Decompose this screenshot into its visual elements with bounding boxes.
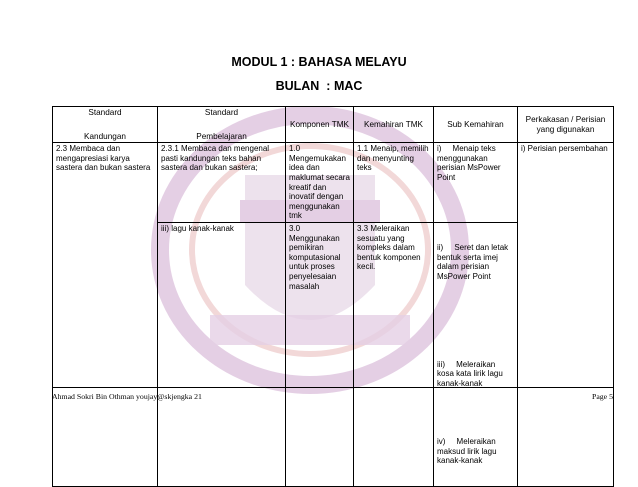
table-row — [53, 143, 614, 223]
table-header-row — [53, 107, 614, 143]
header-komponen-tmk: Komponen TMK — [286, 107, 354, 143]
cell-kemahiran-tmk: 3.3 Meleraikan sesuatu yang kompleks dalam bentuk komponen kecil. — [354, 222, 434, 486]
cell-standard-pembelajaran: iii) lagu kanak-kanak — [158, 222, 286, 486]
header-sub-kemahiran: Sub Kemahiran — [434, 107, 518, 143]
cell-sub-kemahiran: i) Menaip teks menggunakan perisian MsPower Point — [434, 143, 518, 223]
month-value: MAC — [333, 79, 363, 93]
sub-kemahiran-item: iii) Meleraikan kosa kata lirik lagu kanak-kanak — [437, 359, 506, 389]
sub-kemahiran-item: ii) Seret dan letak bentuk serta imej dalam perisian MsPower Point — [437, 243, 511, 281]
cell-komponen-tmk: 3.0 Menggunakan pemikiran komputasional untuk proses penyelesaian masalah — [286, 222, 354, 486]
month-label: BULAN — [275, 79, 320, 93]
header-standard-pembelajaran: Standard Pembelajaran — [158, 107, 286, 143]
month-heading — [0, 79, 638, 93]
page-footer — [52, 387, 613, 401]
cell-sub-kemahiran — [434, 222, 518, 486]
curriculum-table — [52, 106, 614, 487]
cell-standard-kandungan: 2.3 Membaca dan mengapresiasi karya sastera dan bukan sastera — [53, 143, 158, 487]
sub-kemahiran-item: iv) Meleraikan maksud lirik lagu kanak-kanak — [437, 437, 499, 466]
header-kemahiran-tmk: Kemahiran TMK — [354, 107, 434, 143]
header-standard-kandungan: Standard Kandungan — [53, 107, 158, 143]
cell-kemahiran-tmk: 1.1 Menaip, memilih dan menyunting teks — [354, 143, 434, 223]
cell-perkakasan: i) Perisian persembahan — [518, 143, 614, 487]
document-title: MODUL 1 : BAHASA MELAYU — [231, 55, 407, 69]
cell-komponen-tmk: 1.0 Mengemukakan idea dan maklumat secara kreatif dan inovatif dengan menggunakan tmk — [286, 143, 354, 223]
footer-author: Ahmad Sokri Bin Othman youjay@skjengka 21 — [52, 392, 202, 401]
footer-page-number: Page 5 — [591, 392, 613, 401]
month-separator: : — [319, 79, 334, 93]
header-perkakasan: Perkakasan / Perisian yang digunakan — [518, 107, 614, 143]
cell-standard-pembelajaran: 2.3.1 Membaca dan mengenal pasti kandungan teks bahan sastera dan bukan sastera; — [158, 143, 286, 223]
